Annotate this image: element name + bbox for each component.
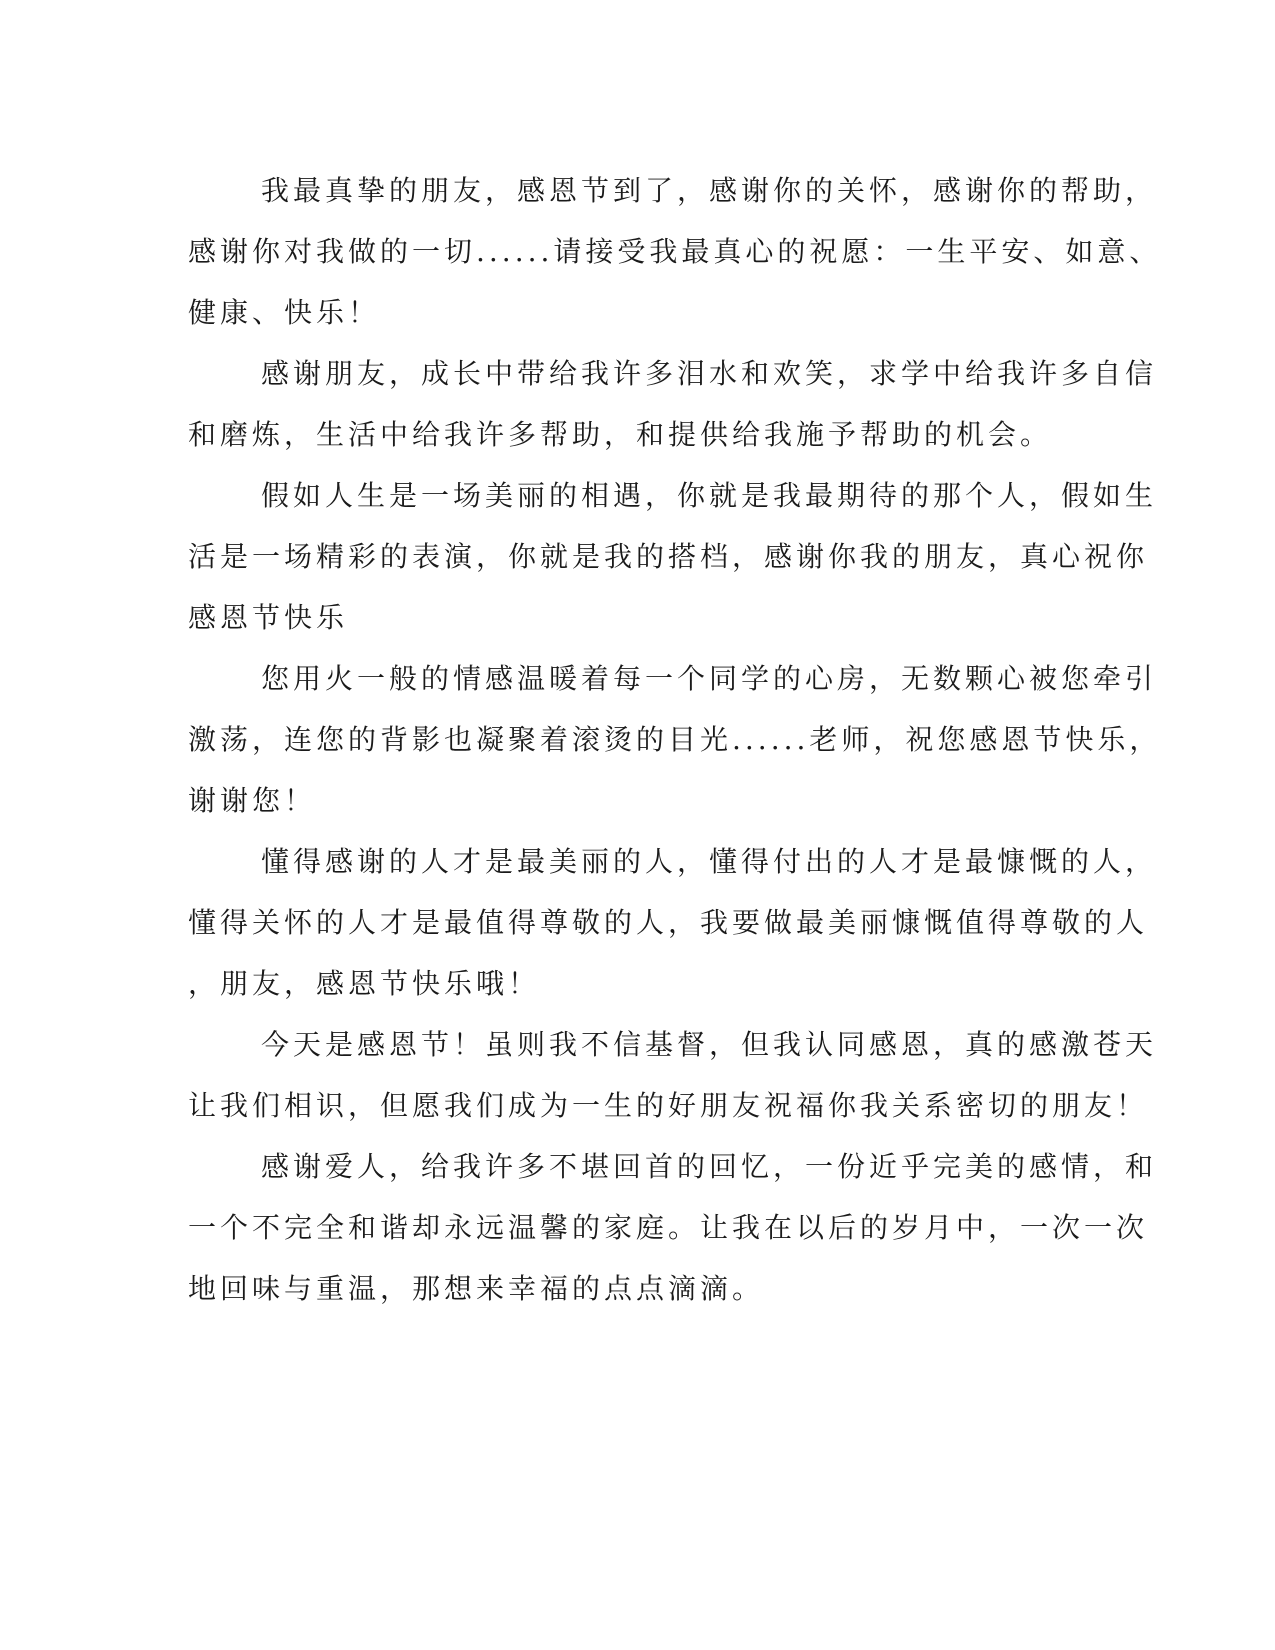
text-line: 懂得感谢的人才是最美丽的人，懂得付出的人才是最慷慨的人，	[261, 845, 1158, 878]
text-line: 今天是感恩节！虽则我不信基督，但我认同感恩，真的感激苍天	[261, 1028, 1158, 1061]
text-line: 感恩节快乐	[188, 601, 349, 634]
paragraph	[188, 465, 1158, 648]
text-line: 我最真挚的朋友，感恩节到了，感谢你的关怀，感谢你的帮助，	[261, 174, 1158, 207]
text-line: 假如人生是一场美丽的相遇，你就是我最期待的那个人，假如生	[261, 479, 1158, 512]
text-line: 感谢你对我做的一切......请接受我最真心的祝愿：一生平安、如意、	[188, 235, 1162, 268]
paragraph	[188, 343, 1158, 465]
text-line: 一个不完全和谐却永远温馨的家庭。让我在以后的岁月中，一次一次	[188, 1211, 1149, 1244]
paragraph	[188, 831, 1158, 1014]
text-line: 让我们相识，但愿我们成为一生的好朋友祝福你我关系密切的朋友！	[188, 1089, 1149, 1122]
text-line: 地回味与重温，那想来幸福的点点滴滴。	[188, 1272, 765, 1305]
text-line: 懂得关怀的人才是最值得尊敬的人，我要做最美丽慷慨值得尊敬的人	[188, 906, 1149, 939]
text-line: ，朋友，感恩节快乐哦！	[188, 967, 541, 1000]
paragraph	[188, 1014, 1158, 1136]
text-line: 激荡，连您的背影也凝聚着滚烫的目光......老师，祝您感恩节快乐，	[188, 723, 1162, 756]
text-line: 感谢朋友，成长中带给我许多泪水和欢笑，求学中给我许多自信	[261, 357, 1158, 390]
paragraph	[188, 1136, 1158, 1319]
text-line: 谢谢您！	[188, 784, 317, 817]
text-line: 和磨炼，生活中给我许多帮助，和提供给我施予帮助的机会。	[188, 418, 1053, 451]
document-body	[188, 160, 1162, 1319]
text-line: 健康、快乐！	[188, 296, 381, 329]
text-line: 您用火一般的情感温暖着每一个同学的心房，无数颗心被您牵引	[261, 662, 1158, 695]
text-line: 活是一场精彩的表演，你就是我的搭档，感谢你我的朋友，真心祝你	[188, 540, 1149, 573]
paragraph	[188, 160, 1162, 343]
paragraph	[188, 648, 1162, 831]
text-line: 感谢爱人，给我许多不堪回首的回忆，一份近乎完美的感情，和	[261, 1150, 1158, 1183]
